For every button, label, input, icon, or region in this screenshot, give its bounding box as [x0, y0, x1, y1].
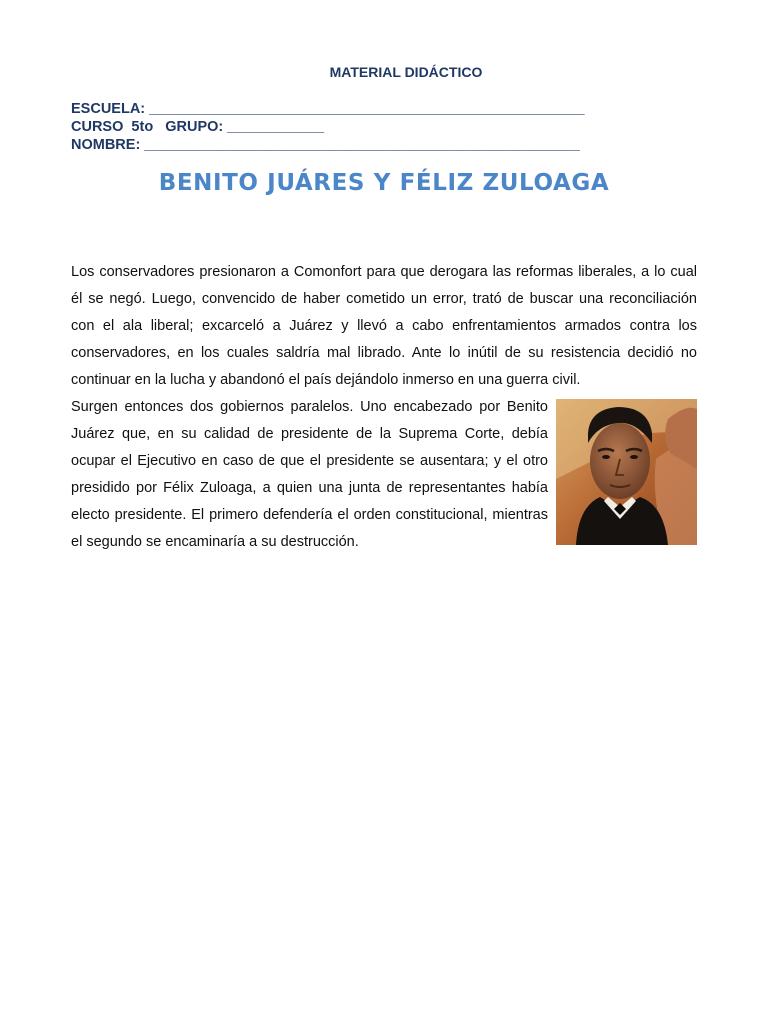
body-text — [71, 259, 697, 556]
portrait-image — [556, 399, 697, 545]
paragraph-1: Los conservadores presionaron a Comonfort para que derogara las reformas liberales, a lo cual él se negó. Luego, convencido de haber cometido un error, trató de buscar una reconciliación con el ala liberal; excarceló a Juárez y llevó a cabo enfrentamientos armados contra los conservadores, en los cuales saldría mal librado. Ante lo inútil de su resistencia decidió no continuar en la lucha y abandonó el país dejándolo inmerso en una guerra civil. — [71, 264, 697, 388]
paragraph-2: Surgen entonces dos gobiernos paralelos. Uno encabezado por Benito Juárez que, en su calidad de presidente de la Suprema Corte, debía ocupar el Ejecutivo en caso de que el presidente se ausentara; y el otro presidido por Félix Zuloaga, a quien una junta de representantes había electo presidente. El primero defendería el orden constitucional, mientras el segundo se encaminaría a su destrucción. — [71, 399, 548, 550]
nombre-field: NOMBRE: ______________________________________________________ — [71, 137, 580, 153]
document-header-title: MATERIAL DIDÁCTICO — [329, 64, 483, 80]
escuela-field: ESCUELA: ______________________________________________________ — [71, 101, 585, 117]
curso-grupo-field: CURSO 5to GRUPO: ____________ — [71, 119, 325, 135]
main-title: BENITO JUÁRES Y FÉLIZ ZULOAGA — [158, 170, 610, 196]
